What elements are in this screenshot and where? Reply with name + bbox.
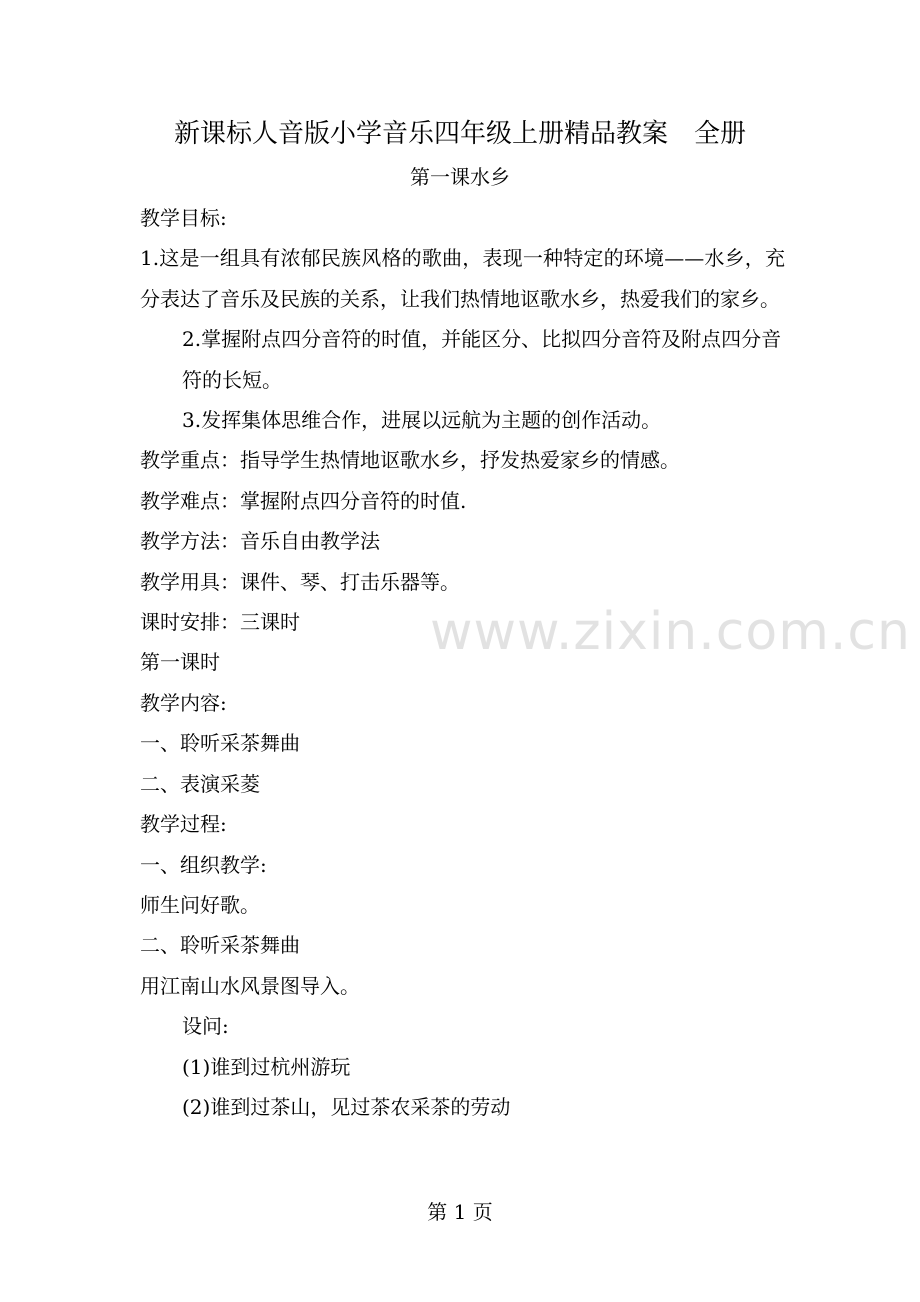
- paragraph: 第一课时: [140, 650, 220, 675]
- paragraph: 教学目标:: [140, 206, 227, 230]
- paragraph: 教学过程:: [140, 812, 227, 837]
- paragraph: 教学内容:: [140, 690, 227, 715]
- paragraph: (1)谁到过杭州游玩: [182, 1054, 351, 1079]
- paragraph: 用江南山水风景图导入。: [140, 973, 360, 998]
- document-body: [140, 198, 785, 1127]
- paragraph: 教学重点：指导学生热情地讴歌水乡，抒发热爱家乡的情感。: [140, 448, 680, 473]
- paragraph: 设问:: [182, 1014, 229, 1039]
- paragraph: 教学难点：掌握附点四分音符的时值.: [140, 488, 467, 513]
- paragraph: 教学用具：课件、琴、打击乐器等。: [140, 569, 460, 594]
- paragraph: 二、表演采菱: [140, 771, 260, 796]
- paragraph: 1.这是一组具有浓郁民族风格的歌曲，表现一种特定的环境——水乡，充分表达了音乐及民族的关系，让我们热情地讴歌水乡，热爱我们的家乡。: [140, 246, 785, 311]
- paragraph: 一、组织教学:: [140, 852, 267, 877]
- paragraph: (2)谁到过茶山，见过茶农采茶的劳动: [182, 1094, 511, 1119]
- paragraph: 一、聆听采茶舞曲: [140, 731, 300, 756]
- paragraph: 二、聆听采茶舞曲: [140, 933, 300, 958]
- document-title: 新课标人音版小学音乐四年级上册精品教案 全册: [173, 119, 746, 149]
- paragraph: 课时安排：三课时: [140, 610, 300, 635]
- paragraph: 师生问好歌。: [140, 892, 260, 917]
- paragraph: 教学方法：音乐自由教学法: [140, 529, 380, 554]
- paragraph: 3.发挥集体思维合作，进展以远航为主题的创作活动。: [182, 408, 662, 433]
- paragraph: 2.掌握附点四分音符的时值，并能区分、比拟四分音符及附点四分音符的长短。: [182, 327, 782, 392]
- page-number: 第 1 页: [427, 1200, 493, 1224]
- lesson-subtitle: 第一课水乡: [410, 165, 510, 189]
- watermark: www.zixin.com.cn: [430, 602, 911, 662]
